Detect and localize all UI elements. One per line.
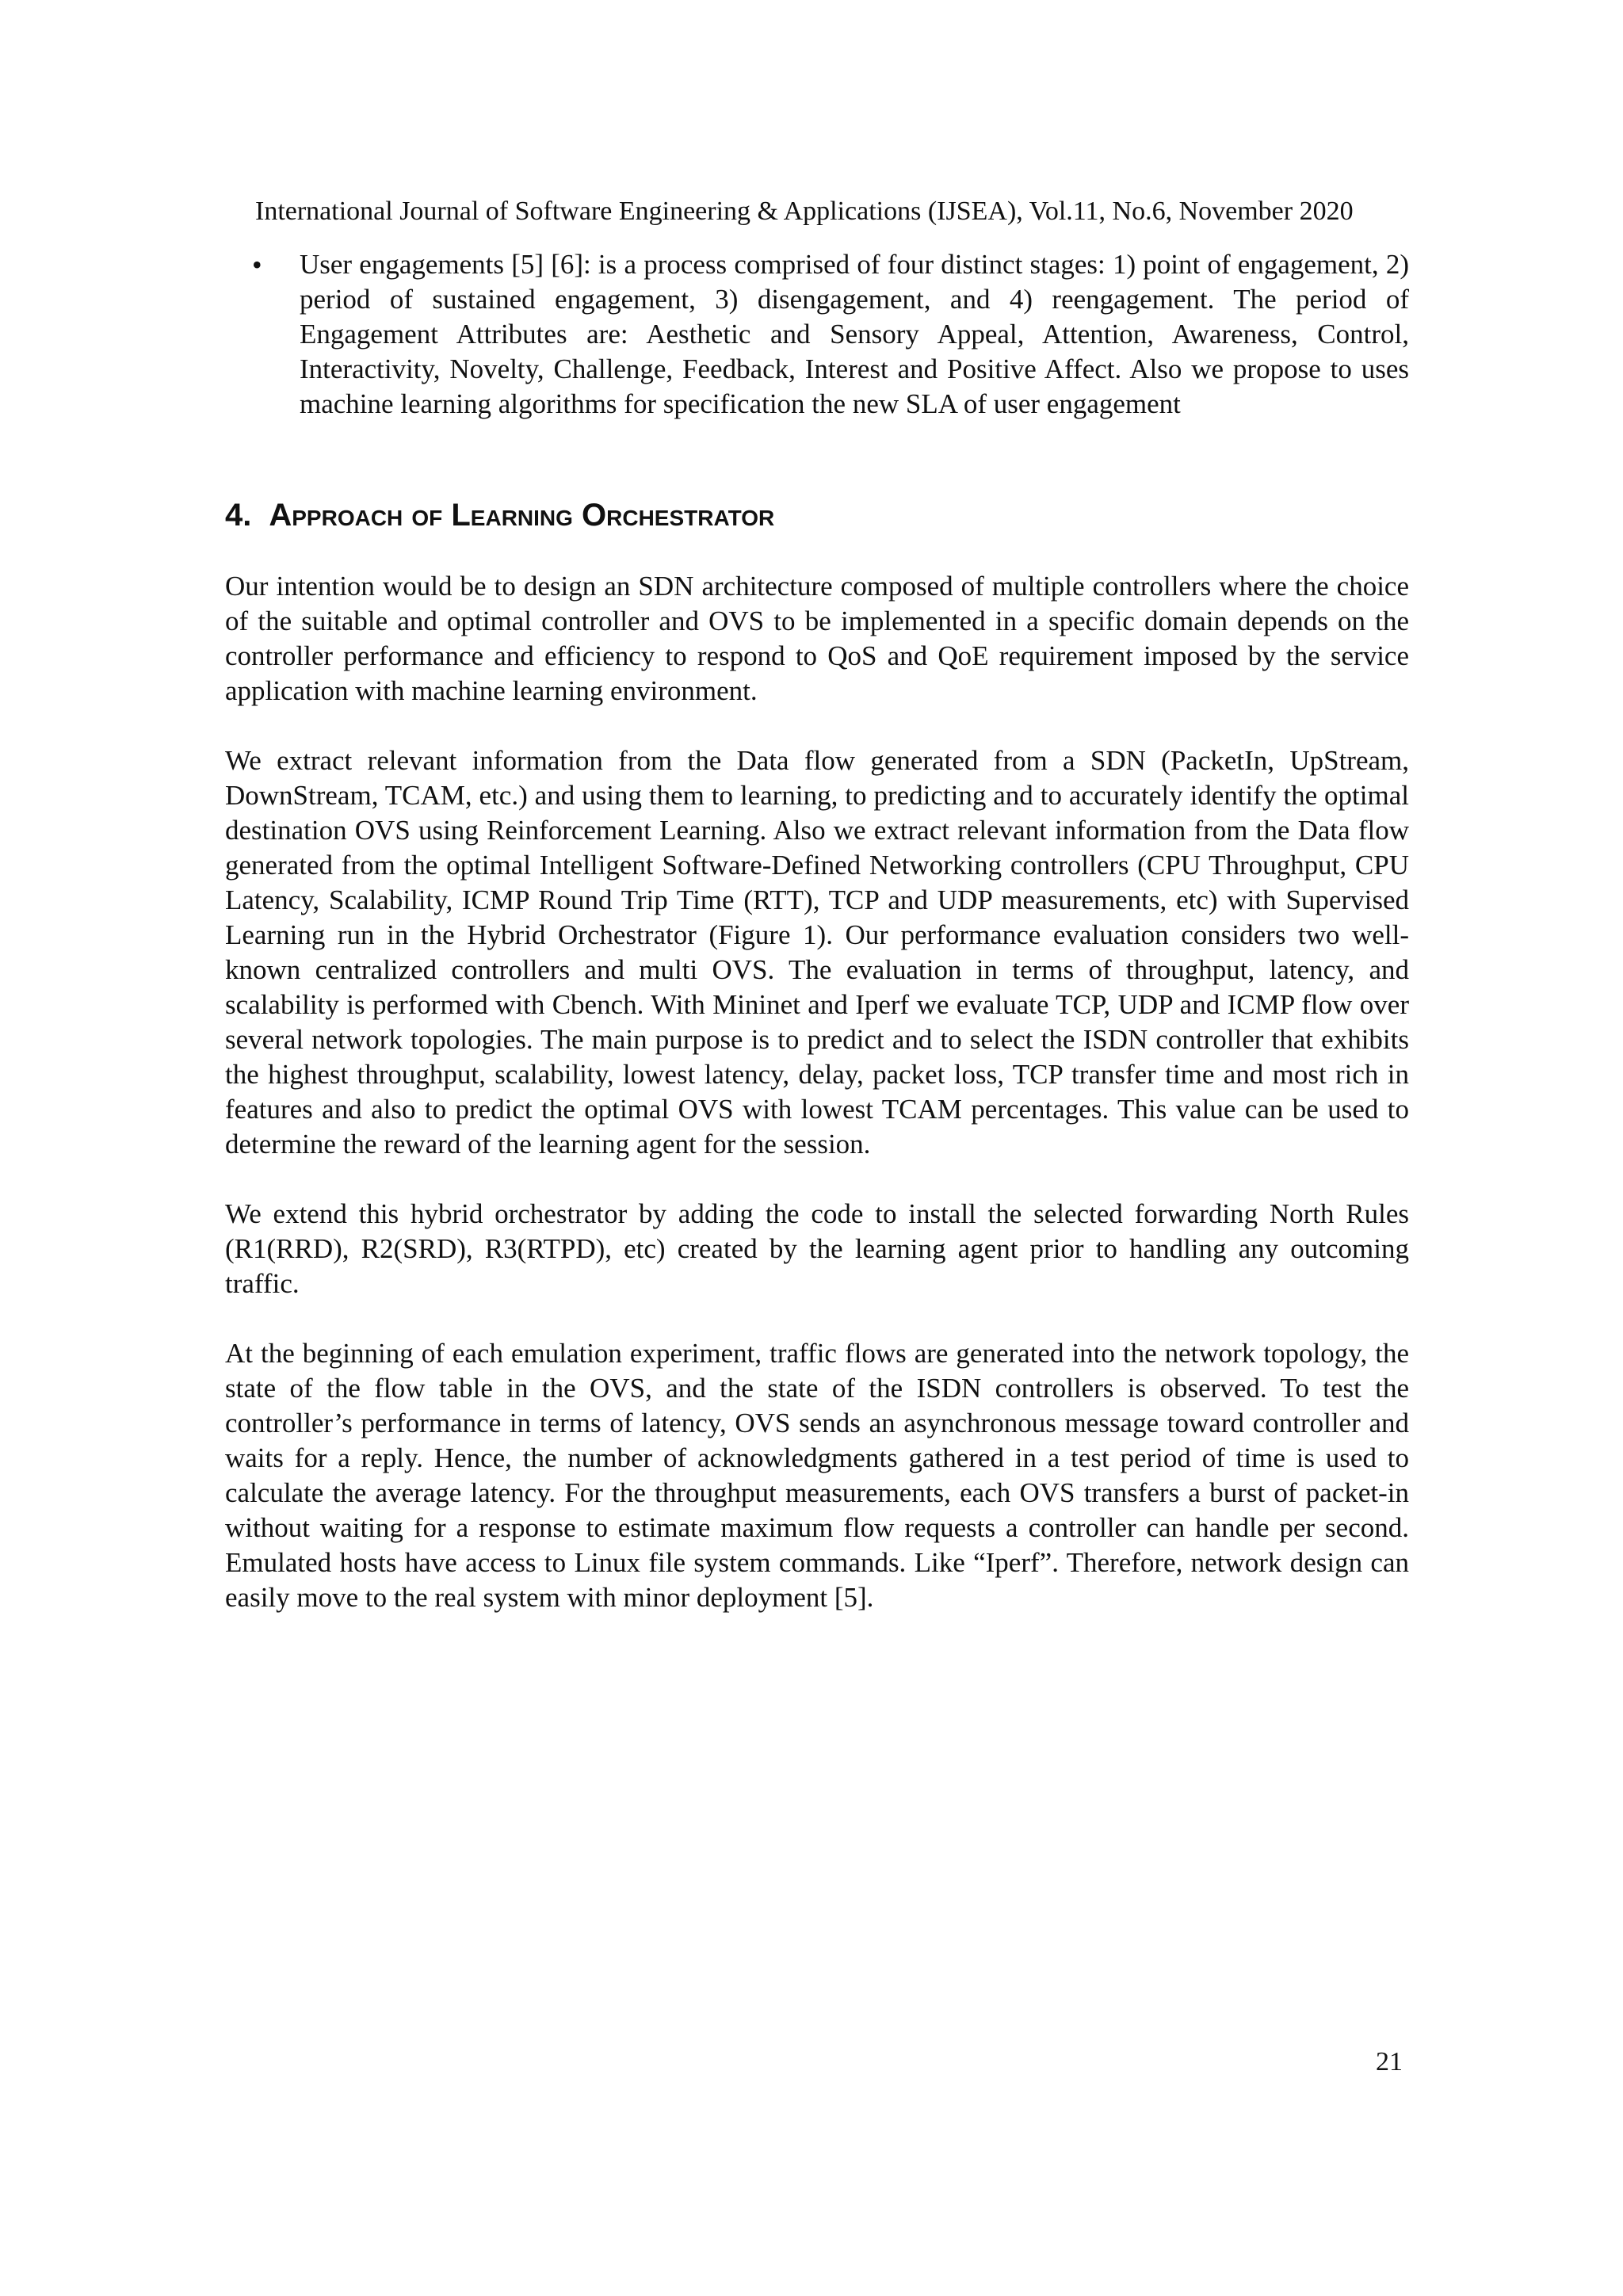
bullet-icon: • xyxy=(252,249,262,281)
section-title: Approach of Learning Orchestrator xyxy=(269,498,775,533)
body-paragraph: At the beginning of each emulation experiment, traffic flows are generated into the network topology, the state of the flow table in the OVS, and the state of the ISDN controllers is observed. To test the controller’s performance in terms of latency, OVS sends an asynchronous message toward controller and waits for a reply. Hence, the number of acknowledgments gathered in a test period of time is used to calculate the average latency. For the throughput measurements, each OVS transfers a burst of packet-in without waiting for a response to estimate maximum flow requests a controller can handle per second. Emulated hosts have access to Linux file system commands. Like “Iperf”. Therefore, network design can easily move to the real system with minor deployment [5]. xyxy=(225,1338,1409,1613)
section-number: 4. xyxy=(225,498,252,533)
page-number: 21 xyxy=(1376,2047,1403,2076)
body-paragraph: We extract relevant information from the Data flow generated from a SDN (PacketIn, UpStream, DownStream, TCAM, etc.) and using them to learning, to predicting and to accurately identify the optimal destination OVS using Reinforcement Learning. Also we extract relevant information from the Data flow generated from the optimal Intelligent Software-Defined Networking controllers (CPU Throughput, CPU Latency, Scalability, ICMP Round Trip Time (RTT), TCP and UDP measurements, etc) with Supervised Learning run in the Hybrid Orchestrator (Figure 1). Our performance evaluation considers two well-known centralized controllers and multi OVS. The evaluation in terms of throughput, latency, and scalability is performed with Cbench. With Mininet and Iperf we evaluate TCP, UDP and ICMP flow over several network topologies. The main purpose is to predict and to select the ISDN controller that exhibits the highest throughput, scalability, lowest latency, delay, packet loss, TCP transfer time and most rich in features and also to predict the optimal OVS with lowest TCAM percentages. This value can be used to determine the reward of the learning agent for the session. xyxy=(225,745,1409,1159)
body-paragraph: Our intention would be to design an SDN architecture composed of multiple controllers where the choice of the suitable and optimal controller and OVS to be implemented in a specific domain depends on the controller performance and efficiency to respond to QoS and QoE requirement imposed by the service application with machine learning environment. xyxy=(225,571,1409,706)
bullet-text: User engagements [5] [6]: is a process comprised of four distinct stages: 1) point of engagement, 2) period of sustained engagement, 3) disengagement, and 4) reengagement. The period of Engagement Attributes are: Aesthetic and Sensory Appeal, Attention, Awareness, Control, Interactivity, Novelty, Challenge, Feedback, Interest and Positive Affect. Also we propose to uses machine learning algorithms for specification the new SLA of user engagement xyxy=(300,249,1409,419)
body-paragraph: We extend this hybrid orchestrator by adding the code to install the selected forwarding North Rules (R1(RRD), R2(SRD), R3(RTPD), etc) created by the learning agent prior to handling any outcoming traffic. xyxy=(225,1198,1409,1299)
section-heading xyxy=(225,495,1414,535)
bullet-list-item xyxy=(252,247,1409,422)
running-header: International Journal of Software Engineering & Applications (IJSEA), Vol.11, No.6, November 2020 xyxy=(255,197,1354,226)
